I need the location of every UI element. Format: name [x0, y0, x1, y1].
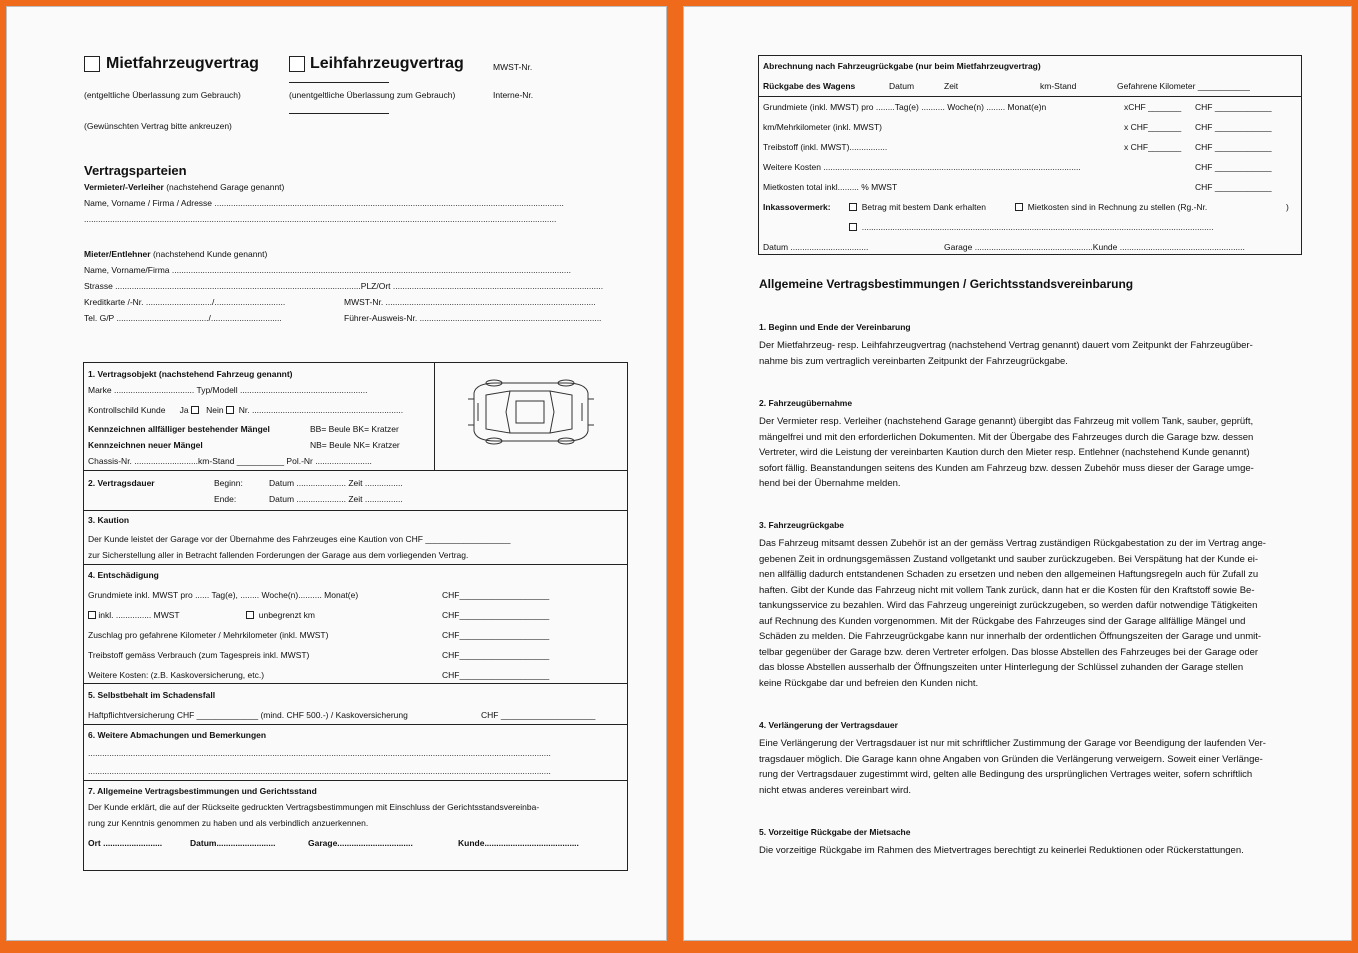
- treibstoff-row: Treibstoff gemäss Verbrauch (zum Tagespreis inkl. MWST): [88, 650, 310, 660]
- mieter-name-field[interactable]: Name, Vorname/Firma .........................................................................................................................................................................: [84, 265, 571, 275]
- chf-field[interactable]: CHF___________________: [442, 610, 550, 620]
- agb-section-text: Das Fahrzeug mitsamt dessen Zubehör ist an der gemäss Vertrag zuständigen Rückgabestation zu der im Vertrag ange- gebenen Zeit in ordnungsgemässen Zustand vollgetankt und sauber zurückzugeben. Bei Verspätung hat der Kunde ei- nen allfällig dadurch entstandenen Schaden zu ersetzen und neben den allgemeinen Haftungsregeln auch für Zufall zu haften. Gibt der Kunde das Fahrzeug nicht mit vollem Tank zurück, dann hat er die Kosten für den Kraftstoff sowie Be- tankungsservice zu bezahlen. Wird das Fahrzeug ungereinigt zurückzugeben, so werden dafür notwendige Tätigkeiten auf Rechnung des Kunden vorgenommen. Mit der Rückgabe des Fahrzeuges sind der Garage allfällige Mängel und Schäden zu melden. Die Fahrzeugrückgabe kann nur innerhalb der ordentlichen Öffnungszeiten der Garage und unmit- telbar gegenüber der Garage bzw. deren Vertreter erfolgen. Das blosse Abstellen des Fahrzeuges bei der Garage oder das blosse Abstellen ausserhalb der Öffnungszeiten unter Hinterlegung der Schlüssel zuhanden der Garage stellen keine Rückgabe dar und befreien den Kunden nicht.: [759, 538, 1266, 689]
- garage-signature-field[interactable]: Garage................................: [308, 838, 413, 848]
- chf-field[interactable]: CHF___________________: [442, 670, 550, 680]
- leihfahrzeug-title: Leihfahrzeugvertrag: [310, 55, 464, 72]
- agb-section-title: 4. Verlängerung der Vertragsdauer: [759, 720, 898, 730]
- weitere-kosten-row: Weitere Kosten: (z.B. Kaskoversicherung, etc.): [88, 670, 265, 680]
- r-signatures-field[interactable]: Garage ..................................................Kunde .....................................................: [944, 242, 1245, 252]
- agb-section-text: Der Mietfahrzeug- resp. Leihfahrzeugvertrag (nachstehend Vertrag genannt) dauert vom Zeitpunkt der Fahrzeugüber- nahme bis zum vertraglich vereinbarten Zeitpunkt der Fahrzeugrückgabe.: [759, 340, 1253, 367]
- rechnung-checkbox[interactable]: [1015, 203, 1023, 211]
- r-treibstoff-row: Treibstoff (inkl. MWST)................: [763, 142, 888, 152]
- inkasso-label: Inkassovermerk:: [763, 202, 831, 212]
- mieter-street-field[interactable]: Strasse ........................................................................................................PLZ/Ort .........................................................................................: [84, 281, 604, 291]
- car-diagram-divider: [434, 362, 435, 470]
- ja-checkbox[interactable]: [191, 406, 199, 414]
- ende-label: Ende:: [214, 494, 237, 504]
- vermieter-address-field[interactable]: ........................................................................................................................................................................................................: [84, 214, 557, 224]
- rueckgabe-datum[interactable]: Datum: [889, 81, 915, 91]
- section7-text-1: Der Kunde erklärt, die auf der Rückseite gedruckten Vertragsbestimmungen mit Einschluss der Gerichtsstandsvereinba-: [88, 802, 540, 812]
- ende-datum-field[interactable]: Datum ..................... Zeit ................: [269, 494, 403, 504]
- r-chf-field[interactable]: CHF ____________: [1195, 142, 1272, 152]
- mieter-label: Mieter/Entlehner (nachstehend Kunde genannt): [84, 249, 268, 259]
- gefahrene-km-field[interactable]: Gefahrene Kilometer ___________: [1117, 81, 1250, 91]
- leih-subtitle: (unentgeltliche Überlassung zum Gebrauch): [289, 90, 456, 100]
- zuschlag-row: Zuschlag pro gefahrene Kilometer / Mehrkilometer (inkl. MWST): [88, 630, 329, 640]
- r-grundmiete-row: Grundmiete (inkl. MWST) pro ........Tag(e) .......... Woche(n) ........ Monat(e)n: [763, 102, 1047, 112]
- r-total-row: Mietkosten total inkl......... % MWST: [763, 182, 898, 192]
- kaution-text-2: zur Sicherstellung aller in Betracht fallenden Forderungen der Garage aus dem vorliegenden Vertrag.: [88, 550, 469, 560]
- kasko-chf-field[interactable]: CHF ____________________: [481, 710, 596, 720]
- bestehende-maengel-label: Kennzeichnen allfälliger bestehender Mängel: [88, 424, 270, 434]
- interne-line: [289, 113, 389, 114]
- inkasso-rechnung-option: Mietkosten sind in Rechnung zu stellen (Rg.-Nr.: [1015, 201, 1207, 213]
- r-chf-field[interactable]: CHF ____________: [1195, 162, 1272, 172]
- r-xchf-field[interactable]: x CHF_______: [1124, 142, 1182, 152]
- rueckgabe-title: Abrechnung nach Fahrzeugrückgabe (nur beim Mietfahrzeugvertrag): [763, 61, 1041, 71]
- r-chf-field[interactable]: CHF ____________: [1195, 182, 1272, 192]
- interne-nr-label: Interne-Nr.: [493, 90, 534, 100]
- bestehende-maengel-legend: BB= Beule BK= Kratzer: [310, 424, 399, 434]
- kaution-text: Der Kunde leistet der Garage vor der Übernahme des Fahrzeuges eine Kaution von CHF __________________: [88, 534, 511, 544]
- kreditkarte-field[interactable]: Kreditkarte /-Nr. ............................/..............................: [84, 297, 286, 307]
- section3-title: 3. Kaution: [88, 515, 130, 525]
- select-note: (Gewünschten Vertrag bitte ankreuzen): [84, 121, 232, 131]
- grundmiete-row: Grundmiete inkl. MWST pro ...... Tag(e), ........ Woche(n).......... Monat(e): [88, 590, 359, 600]
- mietfahrzeug-checkbox[interactable]: [84, 56, 100, 72]
- inkl-checkbox[interactable]: [88, 611, 96, 619]
- unbegrenzt-checkbox[interactable]: [246, 611, 254, 619]
- kunde-signature-field[interactable]: Kunde........................................: [458, 838, 579, 848]
- chf-field[interactable]: CHF___________________: [442, 630, 550, 640]
- chf-field[interactable]: CHF___________________: [442, 650, 550, 660]
- datum-field[interactable]: Datum.........................: [190, 838, 276, 848]
- contract-page-front: [6, 6, 667, 941]
- remarks-line-2[interactable]: ....................................................................................................................................................................................................: [88, 766, 551, 776]
- chf-field[interactable]: CHF___________________: [442, 590, 550, 600]
- telefon-field[interactable]: Tel. G/P ......................................./..............................: [84, 313, 282, 323]
- inkasso-paren: ): [1286, 202, 1289, 212]
- r-weitere-row: Weitere Kosten .............................................................................................................: [763, 162, 1081, 172]
- inkasso-other-option: .....................................................................................................................................................: [849, 221, 1214, 233]
- chassis-field[interactable]: Chassis-Nr. ...........................km-Stand __________ Pol.-Nr ........................: [88, 456, 372, 466]
- r-xchf-field[interactable]: xCHF _______: [1124, 102, 1182, 112]
- beginn-label: Beginn:: [214, 478, 243, 488]
- other-checkbox[interactable]: [849, 223, 857, 231]
- agb-section-text: Die vorzeitige Rückgabe im Rahmen des Mietvertrages berechtigt zu keinerlei Reduktionen oder Rückerstattungen.: [759, 845, 1244, 856]
- ort-field[interactable]: Ort .........................: [88, 838, 163, 848]
- vermieter-label: Vermieter/-Verleiher (nachstehend Garage genannt): [84, 182, 285, 192]
- r-chf-field[interactable]: CHF ____________: [1195, 122, 1272, 132]
- bezahlt-checkbox[interactable]: [849, 203, 857, 211]
- neue-maengel-legend: NB= Beule NK= Kratzer: [310, 440, 400, 450]
- beginn-datum-field[interactable]: Datum ..................... Zeit ................: [269, 478, 403, 488]
- r-chf-field[interactable]: CHF ____________: [1195, 102, 1272, 112]
- r-km-row: km/Mehrkilometer (inkl. MWST): [763, 122, 883, 132]
- marke-field[interactable]: Marke .................................. Typ/Modell ......................................................: [88, 385, 368, 395]
- vertragsparteien-heading: Vertragsparteien: [84, 163, 187, 178]
- remarks-line-1[interactable]: ....................................................................................................................................................................................................: [88, 748, 551, 758]
- agb-section-title: 3. Fahrzeugrückgabe: [759, 520, 845, 530]
- agb-section-text: Der Vermieter resp. Verleiher (nachstehend Garage genannt) übergibt das Fahrzeug mit vollem Tank, sauber, geprüft, mängelfrei und mit den erforderlichen Dokumenten. Mit der Übergabe des Fahrzeuges durch die Garage bzw. dessen Vertreter, wird die Leistung der vereinbarten Kaution durch den Mieter resp. Entlehner (nachstehend Kunde genannt) sofort fällig. Beanstandungen seitens des Kunden am Fahrzeug bzw. dessen Zubehör muss dieser der Garage umge- hend bei der Übernahme melden.: [759, 416, 1254, 489]
- section1-title: 1. Vertragsobjekt (nachstehend Fahrzeug genannt): [88, 369, 293, 379]
- haftpflicht-row[interactable]: Haftpflichtversicherung CHF _____________ (mind. CHF 500.-) / Kaskoversicherung: [88, 710, 408, 720]
- section2-title: 2. Vertragsdauer: [88, 478, 155, 488]
- inkl-km-row: inkl. ............... MWST: [88, 609, 180, 621]
- fuehrerausweis-field[interactable]: Führer-Ausweis-Nr. .............................................................................: [344, 313, 602, 323]
- r-xchf-field[interactable]: x CHF_______: [1124, 122, 1182, 132]
- miet-subtitle: (entgeltliche Überlassung zum Gebrauch): [84, 90, 241, 100]
- rueckgabe-label: Rückgabe des Wagens: [763, 81, 856, 91]
- section6-title: 6. Weitere Abmachungen und Bemerkungen: [88, 730, 267, 740]
- mwst-line: [289, 82, 389, 83]
- rueckgabe-km[interactable]: km-Stand: [1040, 81, 1077, 91]
- section5-title: 5. Selbstbehalt im Schadensfall: [88, 690, 216, 700]
- section7-title: 7. Allgemeine Vertragsbestimmungen und Gerichtsstand: [88, 786, 317, 796]
- inkasso-bezahlt-option: Betrag mit bestem Dank erhalten: [849, 201, 986, 213]
- kontrollschild-row: Kontrollschild Kunde Ja Nein Nr. ................................................................: [88, 405, 404, 415]
- car-damage-diagram-icon[interactable]: [466, 379, 594, 445]
- unbegrenzt-row: unbegrenzt km: [246, 609, 315, 621]
- contract-page-back: [683, 6, 1352, 941]
- mieter-mwst-field[interactable]: MWST-Nr. .........................................................................................: [344, 297, 596, 307]
- vermieter-name-field[interactable]: Name, Vorname / Firma / Adresse ....................................................................................................................................................: [84, 198, 564, 208]
- r-datum-field[interactable]: Datum .................................: [763, 242, 869, 252]
- agb-heading: Allgemeine Vertragsbestimmungen / Gerichtsstandsvereinbarung: [759, 277, 1134, 291]
- agb-section-title: 5. Vorzeitige Rückgabe der Mietsache: [759, 827, 911, 837]
- agb-section-text: Eine Verlängerung der Vertragsdauer ist nur mit schriftlicher Zustimmung der Garage vor Beendigung der laufenden Ver- tragsdauer möglich. Die Garage kann ohne Angaben von Gründen die Verlängerung verweigern. Soweit einer Verlänge- rung der Vertragsdauer zugestimmt wird, gelten alle Bedingung des ursprünglichen Vertrages weiter, sofern schriftlich nicht etwas anderes vereinbart wird.: [759, 738, 1266, 796]
- leihfahrzeug-checkbox[interactable]: [289, 56, 305, 72]
- neue-maengel-label: Kennzeichnen neuer Mängel: [88, 440, 203, 450]
- mwst-label: MWST-Nr.: [493, 62, 533, 72]
- nein-checkbox[interactable]: [226, 406, 234, 414]
- agb-section-title: 2. Fahrzeugübernahme: [759, 398, 853, 408]
- mietfahrzeug-title: Mietfahrzeugvertrag: [106, 55, 259, 72]
- rueckgabe-zeit[interactable]: Zeit: [944, 81, 959, 91]
- section4-title: 4. Entschädigung: [88, 570, 159, 580]
- agb-section-title: 1. Beginn und Ende der Vereinbarung: [759, 322, 911, 332]
- section7-text-2: rung zur Kenntnis genommen zu haben und als verbindlich anzuerkennen.: [88, 818, 369, 828]
